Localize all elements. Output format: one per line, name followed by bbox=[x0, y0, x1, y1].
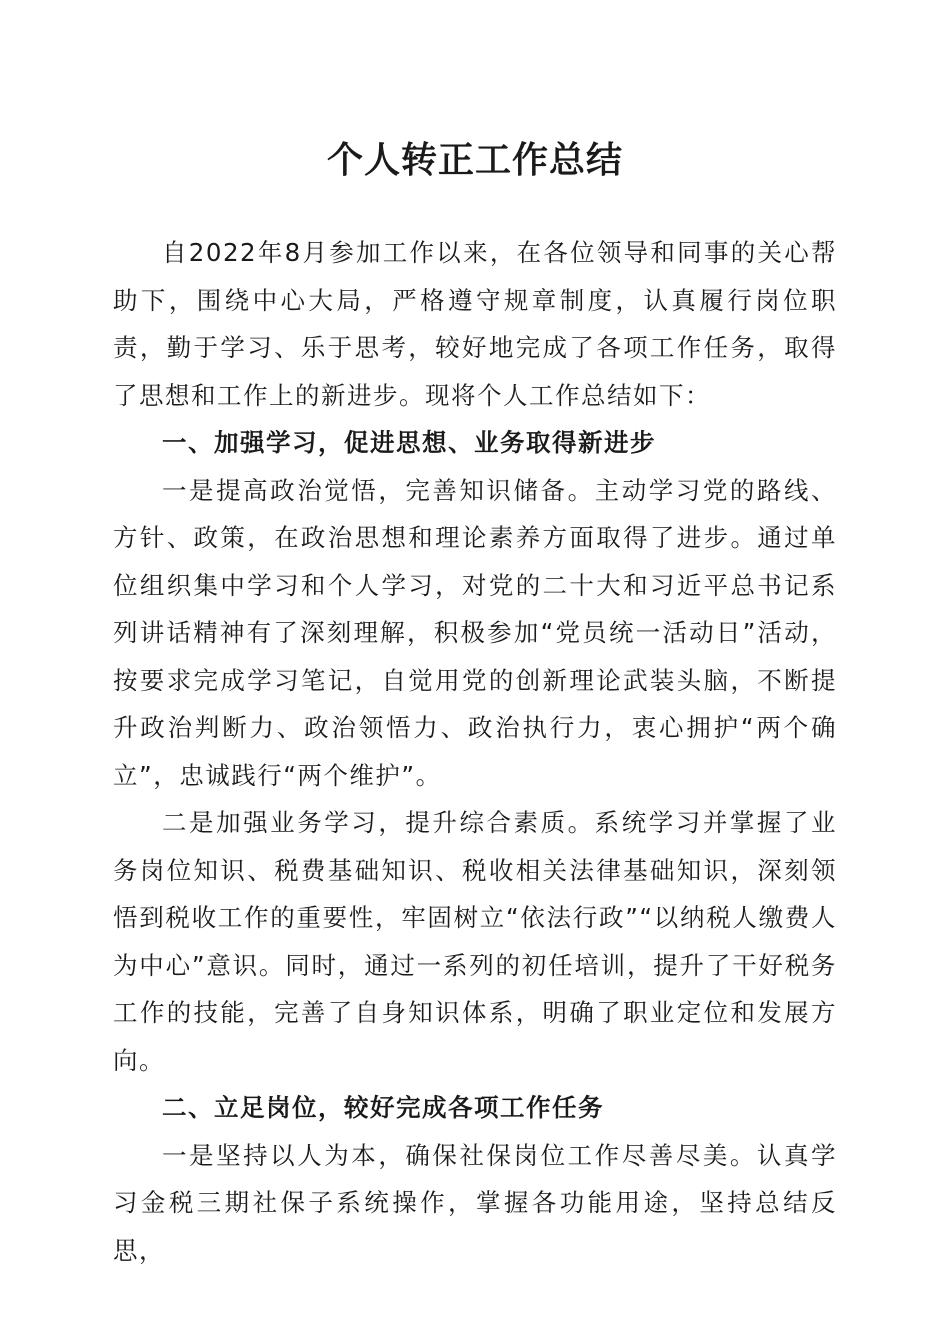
paragraph-text: 系统学习并掌握了业务岗位知识、税费基础知识、税收相关法律基础知识，深刻领悟到税收工作的重要性，牢固树立“依法行政”“以纳税人缴费人为中心”意识。同时，通过一系列的初任培训，提升了干好税务工作的技能，完善了自身知识体系，明确了职业定位和发展方向。 bbox=[113, 808, 838, 1075]
section-2-paragraph-1 bbox=[113, 1132, 837, 1275]
paragraph-lead: 一是坚持以人为本，确保社保岗位工作尽善尽美。 bbox=[162, 1140, 757, 1170]
section-1-paragraph-1 bbox=[113, 467, 837, 800]
section-1-heading: 一、加强学习，促进思想、业务取得新进步 bbox=[162, 428, 656, 457]
intro-paragraph: 自2022年8月参加工作以来，在各位领导和同事的关心帮助下，围绕中心大局，严格遵守规章制度，认真履行岗位职责，勤于学习、乐于思考，较好地完成了各项工作任务，取得了思想和工作上的新进步。现将个人工作总结如下： bbox=[113, 238, 837, 410]
paragraph-text: 主动学习党的路线、方针、政策，在政治思想和理论素养方面取得了进步。通过单位组织集中学习和个人学习，对党的二十大和习近平总书记系列讲话精神有了深刻理解，积极参加“党员统一活动日”活动，按要求完成学习笔记，自觉用党的创新理论武装头脑，不断提升政治判断力、政治领悟力、政治执行力，衷心拥护“两个确立”，忠诚践行“两个维护”。 bbox=[113, 475, 838, 790]
document-body bbox=[113, 229, 837, 1274]
paragraph-lead: 一是提高政治觉悟，完善知识储备。 bbox=[162, 475, 595, 505]
section-2-heading: 二、立足岗位，较好完成各项工作任务 bbox=[162, 1093, 604, 1122]
section-1-paragraph-2 bbox=[113, 799, 837, 1084]
paragraph-text: 认真学习金税三期社保子系统操作，掌握各功能用途，坚持总结反思， bbox=[113, 1140, 838, 1265]
page-title: 个人转正工作总结 bbox=[326, 139, 623, 181]
paragraph-lead: 二是加强业务学习，提升综合素质。 bbox=[162, 808, 595, 837]
